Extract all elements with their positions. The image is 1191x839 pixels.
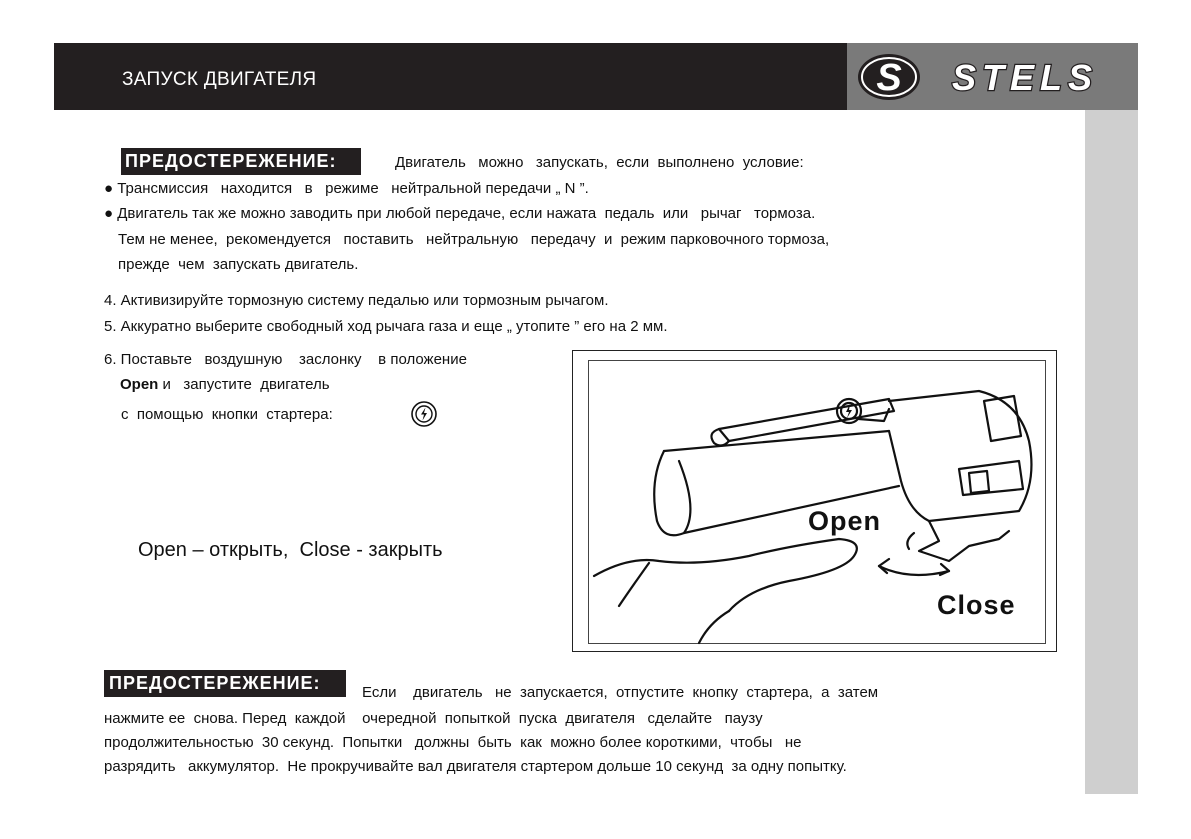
warning-condition: Двигатель можно запускать, если выполнено условие: [395,154,804,171]
step-6-line-1: 6. Поставьте воздушную заслонку в положение [104,351,467,368]
figure-close-label: Close [937,590,1016,620]
side-margin-bar [1085,110,1138,794]
bullet-neutral: ● Трансмиссия находится в режиме нейтральной передачи „ N ”. [104,180,589,197]
brand-logo [847,43,1138,110]
warning-bottom-line-2: нажмите ее снова. Перед каждой очередной попыткой пуска двигателя сделайте паузу [104,710,763,727]
warning-bottom-line-1: Если двигатель не запускается, отпустите кнопку стартера, а затем [362,684,879,701]
step-5: 5. Аккуратно выберите свободный ход рычага газа и еще „ утопите ” его на 2 мм. [104,318,668,335]
warning-badge-top: ПРЕДОСТЕРЕЖЕНИЕ: [121,148,361,175]
bullet-neutral-text: Трансмиссия находится в режиме нейтральной передачи „ N ”. [117,180,589,197]
step-6-open-word: Open [120,376,159,393]
warning-bottom-line-3: продолжительностью 30 секунд. Попытки должны быть как можно более короткими, чтобы не [104,734,802,751]
starter-button-icon [410,400,438,428]
step-6-line-2 [120,376,330,394]
warning-badge-bottom: ПРЕДОСТЕРЕЖЕНИЕ: [104,670,346,697]
warning-line-3: Тем не менее, рекомендуется поставить нейтральную передачу и режим парковочного тормоза, [118,231,830,248]
warning-line-4: прежде чем запускать двигатель. [118,256,359,273]
logo-brand-text: STELS [951,57,1099,98]
step-6-line-2-text: и запустите двигатель [158,376,330,393]
step-4: 4. Активизируйте тормозную систему педалью или тормозным рычагом. [104,292,609,309]
stels-logo-icon [847,43,1138,110]
page-title: ЗАПУСК ДВИГАТЕЛЯ [122,69,317,90]
bullet-brake: ● Двигатель так же можно заводить при любой передаче, если нажата педаль или рычаг тормоза. [104,205,816,222]
step-6-line-3: с помощью кнопки стартера: [121,406,333,423]
open-close-translation: Open – открыть, Close - закрыть [138,539,443,561]
warning-bottom-line-4: разрядить аккумулятор. Не прокручивайте вал двигателя стартером дольше 10 секунд за одну попытку. [104,758,847,775]
figure-open-label: Open [808,506,882,536]
bullet-brake-text: Двигатель так же можно заводить при любой передаче, если нажата педаль или рычаг тормоза. [117,205,816,222]
logo-letter: S [876,57,902,99]
